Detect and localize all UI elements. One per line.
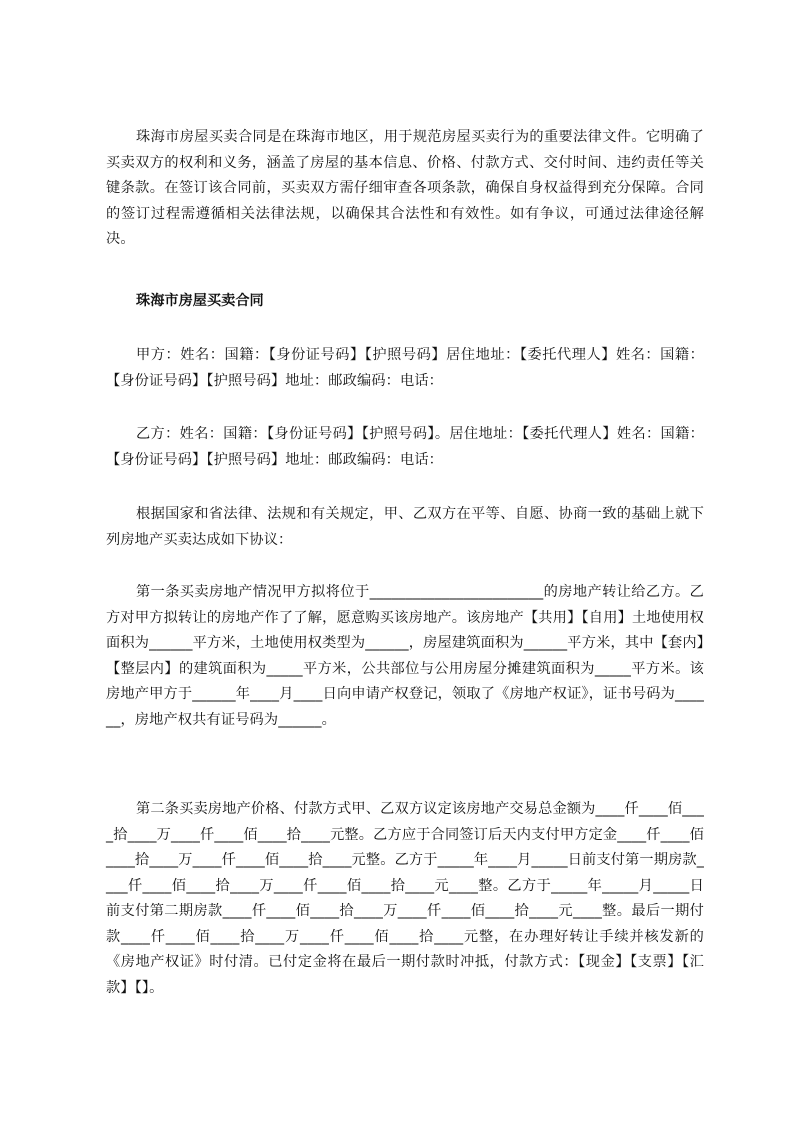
article-1-paragraph: 第一条买卖房地产情况甲方拟将位于________________________的房地产转让给乙方。乙方对甲方拟转让的房地产作了了解，愿意购买该房地产。该房地产【共用】【自用】土地使用权面积为______平方米，土地使用权类型为______，房屋建筑面积为______平方米，其中【套内】【整层内】的建筑面积为_____平方米，公共部位与公用房屋分摊建筑面积为_____平方米。该房地产甲方于______年____月____日向申请产权登记，领取了《房地产权证》，证书号码为______，房地产权共有证号码为______。 xyxy=(106,584,704,728)
party-b-paragraph: 乙方：姓名：国籍：【身份证号码】【护照号码】。居住地址：【委托代理人】姓名：国籍：【身份证号码】【护照号码】地址：邮政编码：电话： xyxy=(106,426,704,468)
intro-paragraph: 珠海市房屋买卖合同是在珠海市地区，用于规范房屋买卖行为的重要法律文件。它明确了买卖双方的权利和义务，涵盖了房屋的基本信息、价格、付款方式、交付时间、违约责任等关键条款。在签订该合同前，买卖双方需仔细审查各项条款，确保自身权益得到充分保障。合同的签订过程需遵循相关法律法规，以确保其合法性和有效性。如有争议，可通过法律途径解决。 xyxy=(106,129,704,247)
party-a-paragraph: 甲方：姓名：国籍：【身份证号码】【护照号码】居住地址：【委托代理人】姓名：国籍：【身份证号码】【护照号码】地址：邮政编码：电话： xyxy=(106,347,704,389)
article-2-paragraph: 第二条买卖房地产价格、付款方式甲、乙双方议定该房地产交易总金额为____仟____佰____拾____万____仟____佰____拾____元整。乙方应于合同签订后天内支付甲方定金____仟____佰____拾____万____仟____佰____拾____元整。乙方于_____年____月_____日前支付第一期房款____仟____佰____拾____万____仟____佰____拾____元____整。乙方于_____年_____月_____日前支付第二期房款____仟____佰____拾____万____仟____佰____拾____元____整。最后一期付款____仟____佰____拾____万____仟____佰____拾____元整，在办理好转让手续并核发新的《房地产权证》时付清。已付定金将在最后一期付款时冲抵，付款方式：【现金】【支票】【汇款】【】。 xyxy=(106,801,704,996)
contract-title: 珠海市房屋买卖合同 xyxy=(136,293,264,309)
basis-paragraph: 根据国家和省法律、法规和有关规定，甲、乙双方在平等、自愿、协商一致的基础上就下列房地产买卖达成如下协议： xyxy=(106,506,704,548)
